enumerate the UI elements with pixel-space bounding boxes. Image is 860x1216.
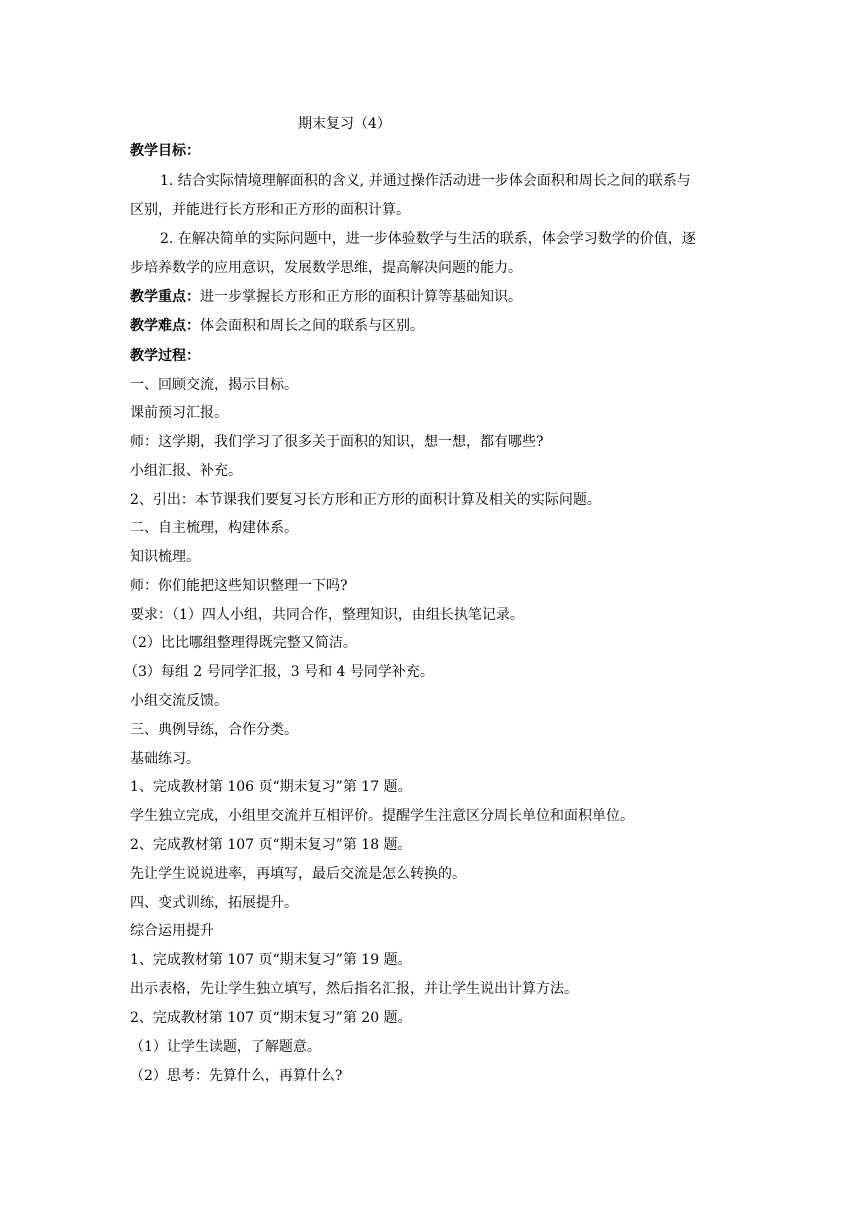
process-line: 综合运用提升 [130, 923, 214, 939]
process-line: （2）思考：先算什么，再算什么? [130, 1068, 343, 1084]
process-line: 2、完成教材第 107 页“期末复习”第 20 题。 [130, 1010, 412, 1026]
process-line: 小组交流反馈。 [130, 693, 228, 709]
process-line: 出示表格，先让学生独立填写，然后指名汇报，并让学生说出计算方法。 [130, 981, 578, 997]
process-line: （1）让学生读题，了解题意。 [130, 1039, 321, 1055]
process-line: 2、完成教材第 107 页“期末复习”第 18 题。 [130, 837, 412, 853]
process-line: 基础练习。 [130, 751, 200, 767]
process-line: 一、回顾交流，揭示目标。 [130, 377, 298, 393]
process-line: 课前预习汇报。 [130, 405, 228, 421]
process-line: 四、变式训练，拓展提升。 [130, 895, 298, 911]
process-line: 师：这学期，我们学习了很多关于面积的知识，想一想，都有哪些? [130, 434, 544, 450]
keypoint-label: 教学重点： [130, 289, 200, 305]
objective-1-line-1: 1. 结合实际情境理解面积的含义, 并通过操作活动进一步体会面积和周长之间的联系与 [160, 173, 691, 189]
objective-2-line-2: 步培养数学的应用意识，发展数学思维，提高解决问题的能力。 [130, 260, 522, 276]
process-line: 先让学生说说进率，再填写，最后交流是怎么转换的。 [130, 866, 466, 882]
process-line: 二、自主梳理，构建体系。 [130, 520, 298, 536]
process-line: 学生独立完成，小组里交流并互相评价。提醒学生注意区分周长单位和面积单位。 [130, 808, 634, 824]
difficulty-label: 教学难点： [130, 318, 200, 334]
objectives-heading: 教学目标： [130, 143, 200, 159]
document-title: 期末复习（4） [298, 116, 391, 132]
difficulty-row [130, 316, 424, 336]
difficulty-text: 体会面积和周长之间的联系与区别。 [200, 318, 424, 334]
keypoint-row [130, 287, 522, 307]
process-line: 1、完成教材第 107 页“期末复习”第 19 题。 [130, 952, 412, 968]
process-line: （2）比比哪组整理得既完整又简洁。 [124, 635, 357, 651]
process-line: 要求：（1）四人小组，共同合作，整理知识，由组长执笔记录。 [130, 607, 524, 623]
process-line: 2、引出：本节课我们要复习长方形和正方形的面积计算及相关的实际问题。 [130, 492, 601, 508]
keypoint-text: 进一步掌握长方形和正方形的面积计算等基础知识。 [200, 289, 522, 305]
process-line: 师：你们能把这些知识整理一下吗? [130, 578, 348, 594]
objective-2-line-1: 2. 在解决简单的实际问题中，进一步体验数学与生活的联系，体会学习数学的价值，逐 [160, 231, 696, 247]
process-line: 小组汇报、补充。 [130, 463, 242, 479]
process-heading: 教学过程： [130, 348, 200, 364]
objective-1-line-2: 区别，并能进行长方形和正方形的面积计算。 [130, 202, 410, 218]
process-line: 1、完成教材第 106 页“期末复习”第 17 题。 [130, 779, 412, 795]
process-line: 三、典例导练，合作分类。 [130, 722, 298, 738]
process-line: （3）每组 2 号同学汇报，3 号和 4 号同学补充。 [124, 664, 434, 680]
process-line: 知识梳理。 [130, 549, 200, 565]
